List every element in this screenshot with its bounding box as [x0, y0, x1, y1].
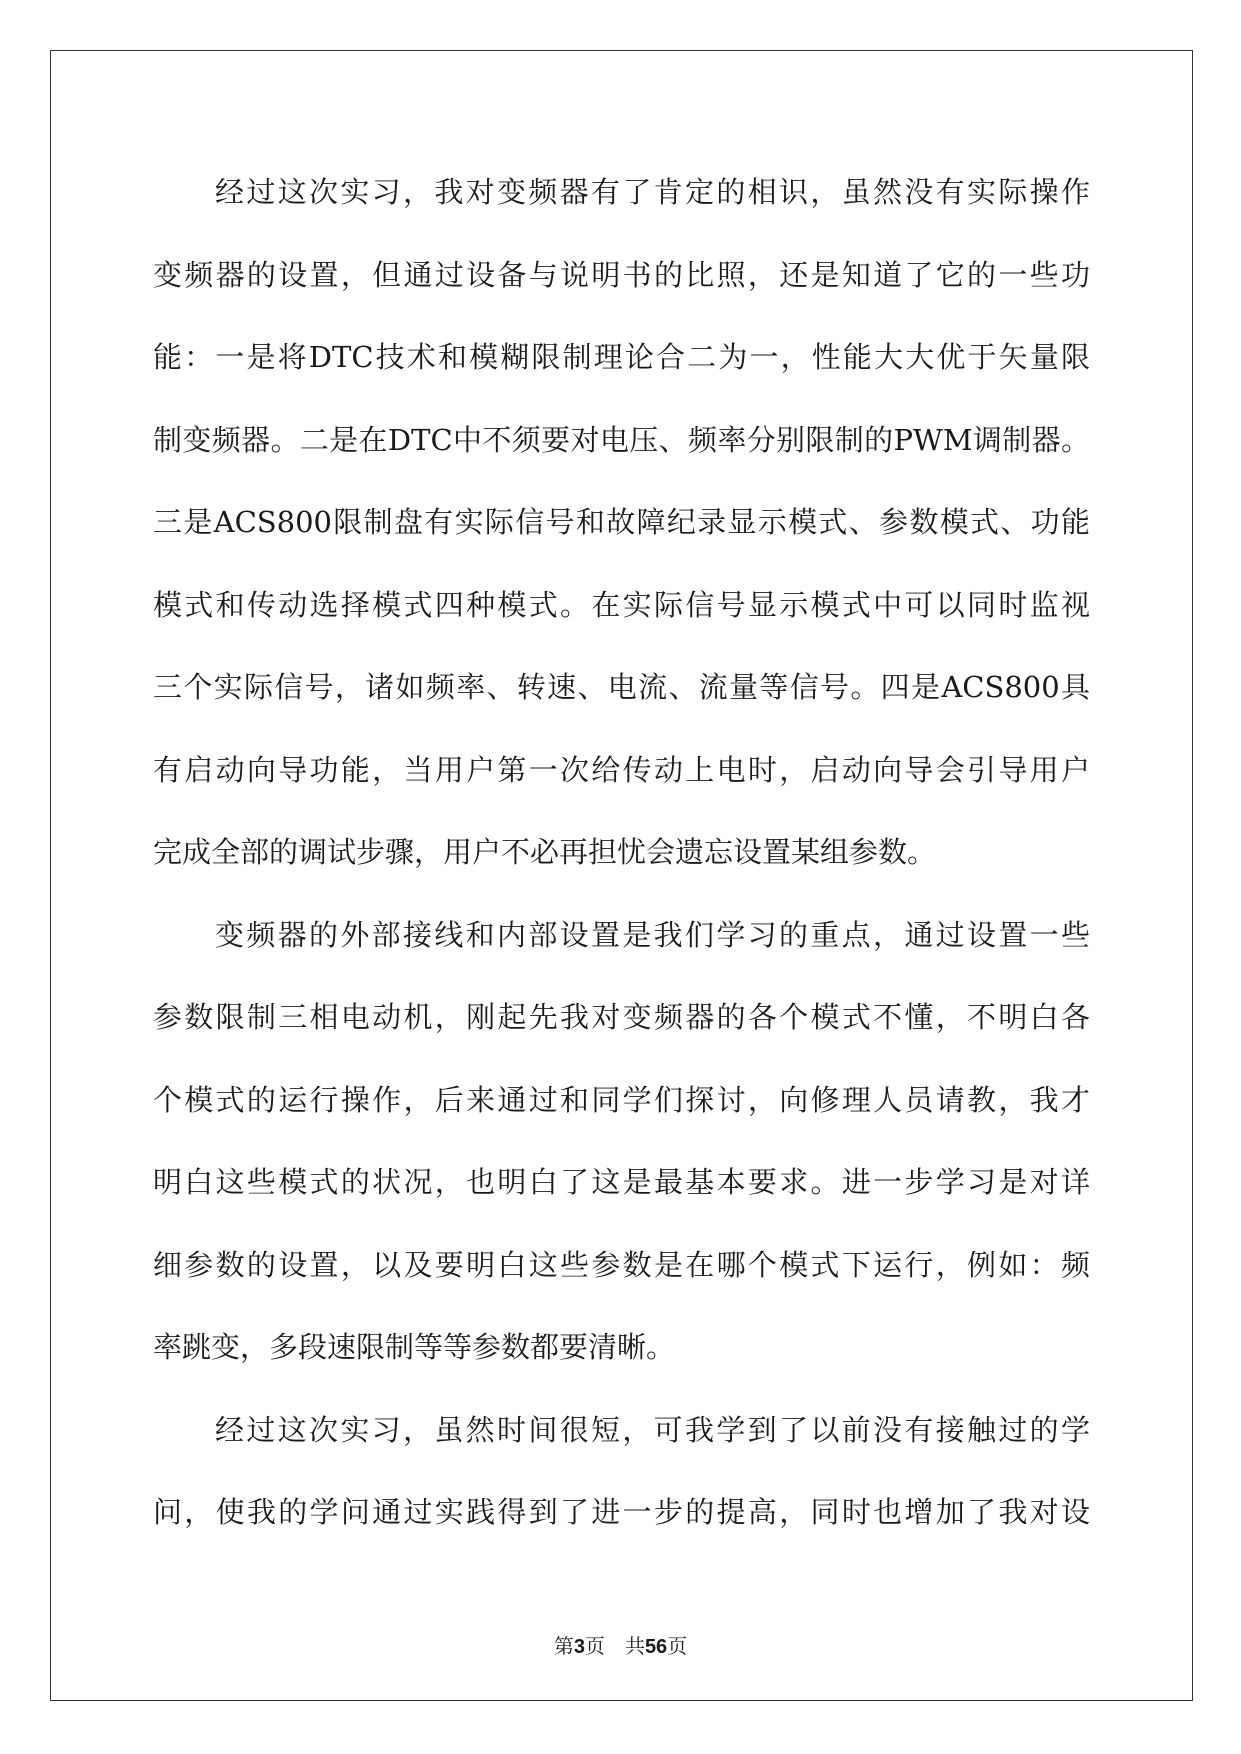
page-number: 3: [573, 1636, 585, 1658]
total-pages: 56: [644, 1636, 668, 1658]
text-line: 制变频器。二是在DTC中不须要对电压、频率分别限制的PWM调制器。: [153, 422, 1090, 457]
text-line: 经过这次实习，我对变频器有了肯定的相识，虽然没有实际操作: [215, 175, 1090, 209]
page-suffix: 页: [584, 1636, 605, 1658]
text-line: 变频器的外部接线和内部设置是我们学习的重点，通过设置一些: [215, 917, 1090, 952]
text-line: 三是ACS800限制盘有实际信号和故障纪录显示模式、参数模式、功能: [153, 505, 1090, 539]
page-footer: [0, 1630, 1241, 1659]
text-line: 能：一是将DTC技术和模糊限制理论合二为一，性能大大优于矢量限: [153, 340, 1090, 374]
text-line: 经过这次实习，虽然时间很短，可我学到了以前没有接触过的学: [215, 1412, 1090, 1447]
text-line: 率跳变，多段速限制等等参数都要清晰。: [153, 1330, 676, 1364]
text-line: 变频器的设置，但通过设备与说明书的比照，还是知道了它的一些功: [153, 257, 1090, 292]
text-line: 明白这些模式的状况，也明白了这是最基本要求。进一步学习是对详: [153, 1165, 1090, 1199]
document-body: [153, 163, 1090, 1566]
text-line: 细参数的设置，以及要明白这些参数是在哪个模式下运行，例如：频: [153, 1247, 1090, 1282]
total-suffix: 页: [667, 1636, 688, 1658]
page-prefix: 第: [553, 1636, 574, 1658]
text-line: 模式和传动选择模式四种模式。在实际信号显示模式中可以同时监视: [153, 587, 1090, 622]
text-line: 问，使我的学问通过实践得到了进一步的提高，同时也增加了我对设: [153, 1495, 1090, 1529]
text-line: 有启动向导功能，当用户第一次给传动上电时，启动向导会引导用户: [153, 752, 1090, 787]
text-line: 参数限制三相电动机，刚起先我对变频器的各个模式不懂，不明白各: [153, 1000, 1090, 1034]
text-line: 三个实际信号，诸如频率、转速、电流、流量等信号。四是ACS800具: [153, 670, 1090, 704]
total-prefix: 共: [624, 1636, 645, 1658]
text-line: 完成全部的调试步骤，用户不必再担忧会遗忘设置某组参数。: [153, 835, 937, 869]
text-line: 个模式的运行操作，后来通过和同学们探讨，向修理人员请教，我才: [153, 1082, 1090, 1117]
